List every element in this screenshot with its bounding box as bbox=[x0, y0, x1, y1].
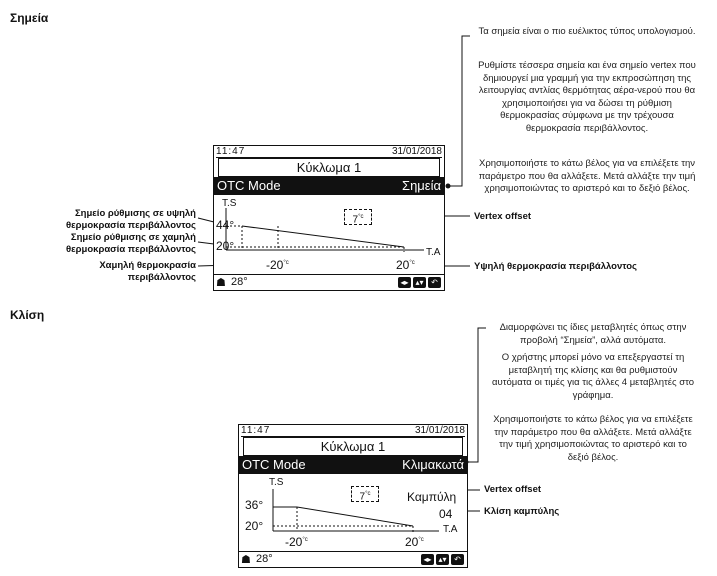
label-high-ambient: Υψηλή θερμοκρασία περιβάλλοντος bbox=[474, 261, 637, 272]
high-ambient-value[interactable]: $20^{^\circ c}$ bbox=[396, 258, 415, 272]
back-icon[interactable]: ↶ bbox=[451, 554, 464, 565]
date: 31/01/2018 bbox=[414, 425, 465, 436]
lcd-screen-points bbox=[213, 145, 445, 291]
axis-ta-label: T.A bbox=[426, 247, 441, 258]
low-ambient-value[interactable]: $-20^{^\circ c}$ bbox=[266, 258, 289, 272]
section-title-slope: Κλίση bbox=[10, 308, 45, 322]
label-vertex-offset-slope: Vertex offset bbox=[484, 484, 542, 495]
label-low-ambient: Χαμηλή θερμοκρασία περιβάλλοντος bbox=[99, 260, 196, 283]
high-ambient-value: $20^{^\circ c}$ bbox=[405, 535, 424, 549]
note-points-2: Ρυθμίστε τέσσερα σημεία και ένα σημείο vertex που δημιουργεί μια γραμμή για την εκπροσώπηση της λειτουργίας αντλίας θερμότητας αέρα-νερού που θα χρησιμοποιήσει για να δώσει τη ρύθμιση θερμοκρασίας σύμφωνα με την τρέχουσα θερμοκρασία περιβάλλοντος. bbox=[478, 60, 696, 134]
bottom-bar bbox=[239, 551, 467, 567]
clock: 11:47 bbox=[216, 146, 246, 157]
otc-curve-graph bbox=[239, 425, 468, 568]
circuit-title: Κύκλωμα 1 bbox=[218, 158, 440, 177]
high-setpoint-value: 36° bbox=[245, 498, 264, 512]
axis-ts-label: T.S bbox=[222, 198, 237, 209]
left-right-arrow-icon[interactable]: ◂▸ bbox=[398, 277, 411, 288]
label-low-setpoint: Σημείο ρύθμισης σε χαμηλή θερμοκρασία περιβάλλοντος bbox=[66, 232, 196, 255]
label-high-setpoint: Σημείο ρύθμισης σε υψηλή θερμοκρασία περιβάλλοντος bbox=[66, 208, 196, 231]
vertex-offset-box[interactable]: $7^{^\circ c}$ bbox=[351, 486, 379, 502]
otc-mode-label: OTC Mode bbox=[242, 457, 306, 472]
label-slope-curve: Κλίση καμπύλης bbox=[484, 506, 560, 517]
low-setpoint-value[interactable]: 20° bbox=[216, 239, 235, 253]
curve-label: Καμπύλη bbox=[407, 490, 457, 504]
up-down-arrow-icon[interactable]: ▴▾ bbox=[413, 277, 426, 288]
lcd-screen-slope bbox=[238, 424, 468, 568]
low-ambient-value: $-20^{^\circ c}$ bbox=[285, 535, 308, 549]
up-down-arrow-icon[interactable]: ▴▾ bbox=[436, 554, 449, 565]
ambient-temperature: 28° bbox=[256, 553, 273, 565]
clock: 11:47 bbox=[241, 425, 271, 436]
vertex-offset-box[interactable]: $7^{^\circ c}$ bbox=[344, 209, 372, 225]
vertex-offset-value: 7 bbox=[359, 491, 366, 503]
date: 31/01/2018 bbox=[391, 146, 442, 157]
left-right-arrow-icon[interactable]: ◂▸ bbox=[421, 554, 434, 565]
otc-mode-value[interactable]: Κλιμακωτά bbox=[402, 457, 464, 472]
note-slope-3: Χρησιμοποιήστε το κάτω βέλος για να επιλέξετε την παράμετρο που θα αλλάξετε. Μετά αλλάξτε την τιμή χρησιμοποιώντας το αριστερό και το δεξιό βέλος. bbox=[493, 414, 693, 463]
note-points-1: Τα σημεία είναι ο πιο ευέλικτος τύπος υπολογισμού. bbox=[478, 26, 696, 37]
note-slope-1: Διαμορφώνει τις ίδιες μεταβλητές όπως στην προβολή “Σημεία”, αλλά αυτόματα. bbox=[499, 322, 687, 346]
home-icon[interactable]: ☗ bbox=[216, 277, 226, 289]
section-title-points: Σημεία bbox=[10, 11, 49, 25]
ambient-temperature: 28° bbox=[231, 276, 248, 288]
otc-mode-value[interactable]: Σημεία bbox=[402, 178, 441, 193]
otc-curve-graph bbox=[214, 146, 445, 291]
note-slope-2: Ο χρήστης μπορεί μόνο να επεξεργαστεί τη μεταβλητή της κλίσης και θα ρυθμιστούν αυτόματα οι τιμές για τις άλλες 4 μεταβλητές στο γράφημα. bbox=[492, 352, 694, 401]
slope-curve-value[interactable]: 04 bbox=[439, 507, 453, 521]
axis-ta-label: T.A bbox=[443, 524, 458, 535]
high-setpoint-value[interactable]: 44° bbox=[216, 218, 235, 232]
axis-ts-label: T.S bbox=[269, 477, 284, 488]
circuit-title: Κύκλωμα 1 bbox=[243, 437, 463, 456]
low-setpoint-value: 20° bbox=[245, 519, 264, 533]
home-icon[interactable]: ☗ bbox=[241, 554, 251, 566]
bottom-bar bbox=[214, 274, 444, 290]
note-points-3: Χρησιμοποιήστε το κάτω βέλος για να επιλέξετε την παράμετρο που θα αλλάξετε. Μετά αλλάξτε την τιμή χρησιμοποιώντας το αριστερό και το δεξιό βέλος. bbox=[478, 158, 696, 194]
label-vertex-offset: Vertex offset bbox=[474, 211, 532, 222]
back-icon[interactable]: ↶ bbox=[428, 277, 441, 288]
vertex-offset-value: 7 bbox=[352, 214, 359, 226]
otc-mode-label: OTC Mode bbox=[217, 178, 281, 193]
